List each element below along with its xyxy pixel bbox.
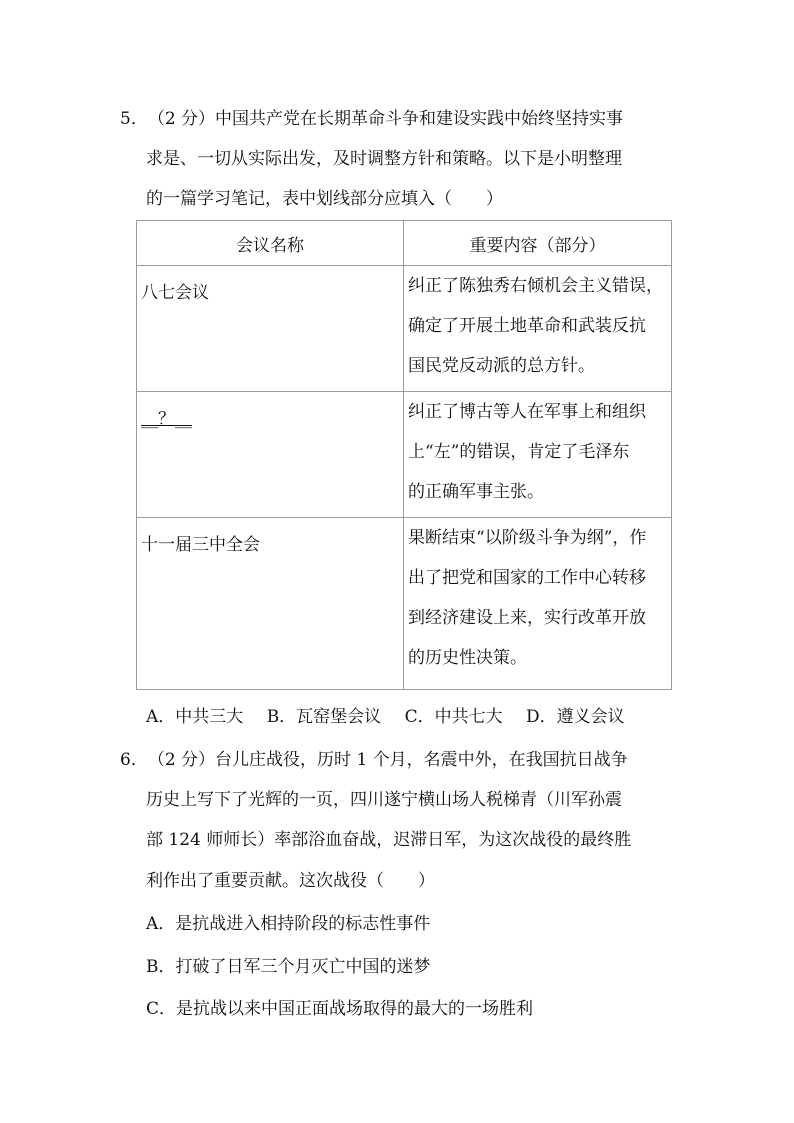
- question-6-line-1: [120, 748, 628, 772]
- table-row: [137, 266, 672, 392]
- question-6-text-1: （2 分）台儿庄战役，历时 1 个月，名震中外，在我国抗日战争: [147, 750, 628, 770]
- content-line: 出了把党和国家的工作中心转移: [408, 568, 646, 588]
- question-5-text-1: （2 分）中国共产党在长期革命斗争和建设实践中始终坚持实事: [147, 109, 624, 129]
- table-header-content: 重要内容（部分）: [404, 221, 672, 266]
- table-row: [137, 392, 672, 518]
- option-a[interactable]: A．中共三大: [146, 707, 244, 727]
- content-line: 纠正了博古等人在军事上和组织: [408, 402, 646, 422]
- meeting-content-cell: [404, 518, 672, 690]
- option-a[interactable]: A．是抗战进入相持阶段的标志性事件: [146, 914, 431, 934]
- option-b[interactable]: B．瓦窑堡会议: [266, 707, 382, 727]
- content-line: 的历史性决策。: [408, 648, 527, 668]
- option-b[interactable]: B．打破了日军三个月灭亡中国的迷梦: [146, 957, 431, 977]
- question-6-line-2: 历史上写下了光辉的一页，四川遂宁横山场人税梯青（川军孙震: [146, 790, 622, 810]
- meeting-name-blank-cell: [137, 392, 404, 518]
- content-line: 确定了开展土地革命和武装反抗: [408, 316, 646, 336]
- content-line: 的正确军事主张。: [408, 482, 544, 502]
- table-header-row: [137, 221, 672, 266]
- content-line: 果断结束“以阶级斗争为纲”，作: [408, 528, 647, 548]
- content-line: 上“左”的错误，肯定了毛泽东: [408, 442, 630, 462]
- option-c[interactable]: C．是抗战以来中国正面战场取得的最大的一场胜利: [146, 999, 534, 1019]
- question-6-line-4: 利作出了重要贡献。这次战役（ ）: [146, 871, 435, 891]
- question-5-line-3: 的一篇学习笔记，表中划线部分应填入（ ）: [146, 189, 503, 209]
- content-line: 纠正了陈独秀右倾机会主义错误，: [408, 276, 663, 296]
- meeting-name-cell: 八七会议: [137, 266, 404, 392]
- meeting-content-cell: [404, 266, 672, 392]
- question-5-number: 5．: [120, 109, 148, 129]
- content-line: 到经济建设上来，实行改革开放: [408, 608, 646, 628]
- table-header-meeting: 会议名称: [137, 221, 404, 266]
- fill-in-blank: __？__: [141, 409, 192, 429]
- question-5-line-2: 求是、一切从实际出发，及时调整方针和策略。以下是小明整理: [146, 149, 622, 169]
- table-row: [137, 518, 672, 690]
- question-6-line-3: 部 124 师师长）率部浴血奋战，迟滞日军，为这次战役的最终胜: [146, 830, 632, 850]
- question-5-line-1: [120, 107, 623, 131]
- content-line: 国民党反动派的总方针。: [408, 356, 595, 376]
- meeting-content-cell: [404, 392, 672, 518]
- question-6-number: 6．: [120, 750, 148, 770]
- study-notes-table: [136, 220, 672, 690]
- meeting-name-cell: 十一届三中全会: [137, 518, 404, 690]
- option-d[interactable]: D．遵义会议: [526, 707, 625, 727]
- option-c[interactable]: C．中共七大: [404, 707, 503, 727]
- question-5-options: [146, 705, 643, 729]
